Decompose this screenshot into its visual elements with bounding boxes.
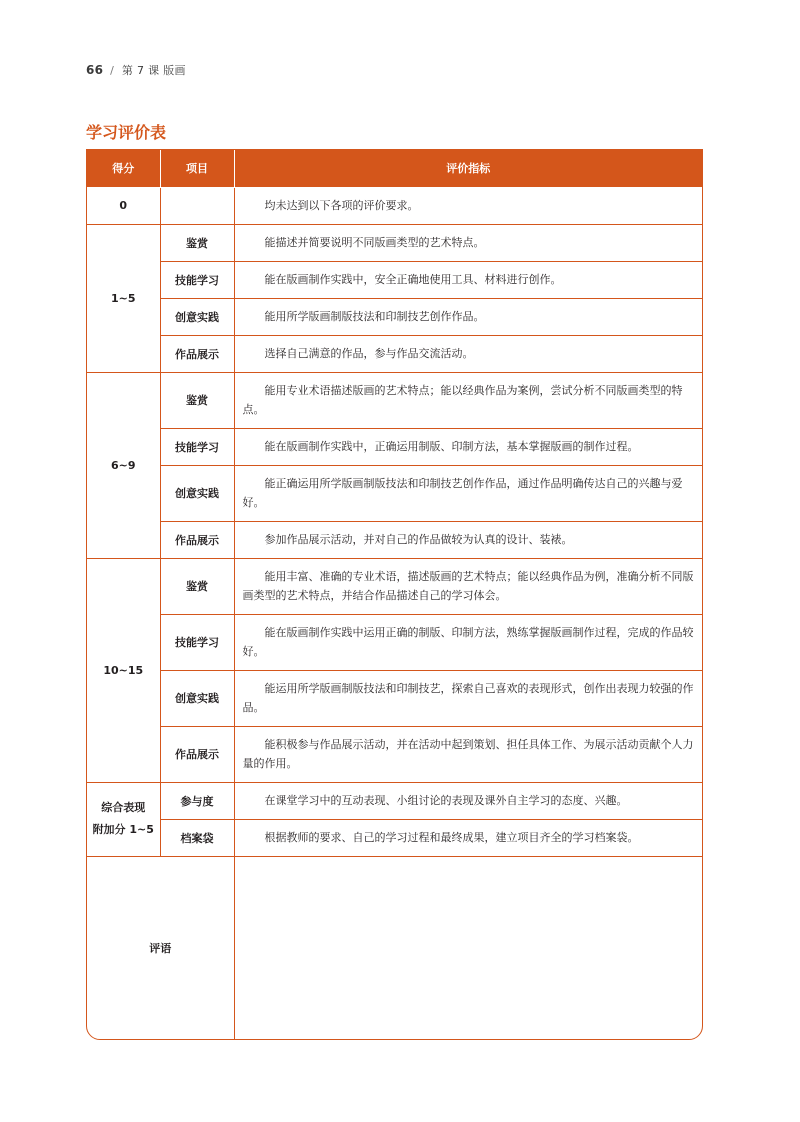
- item-cell: [160, 187, 234, 224]
- score-cell: 10~15: [87, 558, 160, 782]
- criteria-cell: 均未达到以下各项的评价要求。: [234, 187, 702, 224]
- comment-row: [87, 856, 702, 1039]
- item-cell: 技能学习: [160, 261, 234, 298]
- criteria-cell: 参加作品展示活动，并对自己的作品做较为认真的设计、装裱。: [234, 521, 702, 558]
- criteria-cell: 能运用所学版画制版技法和印制技艺，探索自己喜欢的表现形式，创作出表现力较强的作品。: [234, 670, 702, 726]
- criteria-cell: 选择自己满意的作品，参与作品交流活动。: [234, 335, 702, 372]
- criteria-cell: 能在版画制作实践中运用正确的制版、印制方法，熟练掌握版画制作过程，完成的作品较好。: [234, 614, 702, 670]
- table-row: [87, 335, 702, 372]
- criteria-cell: 能积极参与作品展示活动，并在活动中起到策划、担任具体工作、为展示活动贡献个人力量的作用。: [234, 726, 702, 782]
- score-cell: 1~5: [87, 224, 160, 372]
- item-cell: 作品展示: [160, 335, 234, 372]
- page-number: 66: [86, 63, 104, 77]
- item-cell: 鉴赏: [160, 372, 234, 428]
- column-header-criteria: 评价指标: [234, 150, 702, 187]
- evaluation-table: [86, 149, 703, 1040]
- item-cell: 创意实践: [160, 670, 234, 726]
- column-header-item: 项目: [160, 150, 234, 187]
- lesson-title: 第 7 课 版画: [121, 64, 186, 77]
- item-cell: 技能学习: [160, 614, 234, 670]
- item-cell: 创意实践: [160, 465, 234, 521]
- criteria-cell: 根据教师的要求、自己的学习过程和最终成果，建立项目齐全的学习档案袋。: [234, 819, 702, 856]
- comment-label: 评语: [87, 856, 234, 1039]
- table-row: [87, 224, 702, 261]
- score-cell: 0: [87, 187, 160, 224]
- table-row: [87, 428, 702, 465]
- table-row: [87, 465, 702, 521]
- item-cell: 创意实践: [160, 298, 234, 335]
- criteria-cell: 能用丰富、准确的专业术语，描述版画的艺术特点；能以经典作品为例，准确分析不同版画类型的艺术特点，并结合作品描述自己的学习体会。: [234, 558, 702, 614]
- bonus-label-line2: 附加分 1~5: [92, 823, 154, 836]
- criteria-cell: 能用所学版画制版技法和印制技艺创作作品。: [234, 298, 702, 335]
- item-cell: 作品展示: [160, 521, 234, 558]
- criteria-cell: 能用专业术语描述版画的艺术特点；能以经典作品为案例，尝试分析不同版画类型的特点。: [234, 372, 702, 428]
- running-head: [86, 62, 186, 78]
- criteria-cell: 能正确运用所学版画制版技法和印制技艺创作作品，通过作品明确传达自己的兴趣与爱好。: [234, 465, 702, 521]
- criteria-cell: 能在版画制作实践中，安全正确地使用工具、材料进行创作。: [234, 261, 702, 298]
- table-row: [87, 726, 702, 782]
- table-row: [87, 521, 702, 558]
- table-row: [87, 372, 702, 428]
- table-row: [87, 261, 702, 298]
- separator: /: [110, 64, 115, 77]
- table-row: [87, 782, 702, 819]
- table-row: [87, 187, 702, 224]
- table-row: [87, 819, 702, 856]
- table-row: [87, 558, 702, 614]
- bonus-score-cell: [87, 782, 160, 856]
- item-cell: 参与度: [160, 782, 234, 819]
- table-row: [87, 298, 702, 335]
- item-cell: 鉴赏: [160, 558, 234, 614]
- comment-area[interactable]: [234, 856, 702, 1039]
- item-cell: 作品展示: [160, 726, 234, 782]
- criteria-cell: 能描述并简要说明不同版画类型的艺术特点。: [234, 224, 702, 261]
- bonus-label-line1: 综合表现: [101, 801, 146, 814]
- table-header-row: [87, 150, 702, 187]
- criteria-cell: 能在版画制作实践中，正确运用制版、印制方法，基本掌握版画的制作过程。: [234, 428, 702, 465]
- item-cell: 鉴赏: [160, 224, 234, 261]
- score-cell: 6~9: [87, 372, 160, 558]
- table-row: [87, 614, 702, 670]
- page-title: 学习评价表: [86, 123, 167, 142]
- column-header-score: 得分: [87, 150, 160, 187]
- item-cell: 档案袋: [160, 819, 234, 856]
- table-row: [87, 670, 702, 726]
- item-cell: 技能学习: [160, 428, 234, 465]
- criteria-cell: 在课堂学习中的互动表现、小组讨论的表现及课外自主学习的态度、兴趣。: [234, 782, 702, 819]
